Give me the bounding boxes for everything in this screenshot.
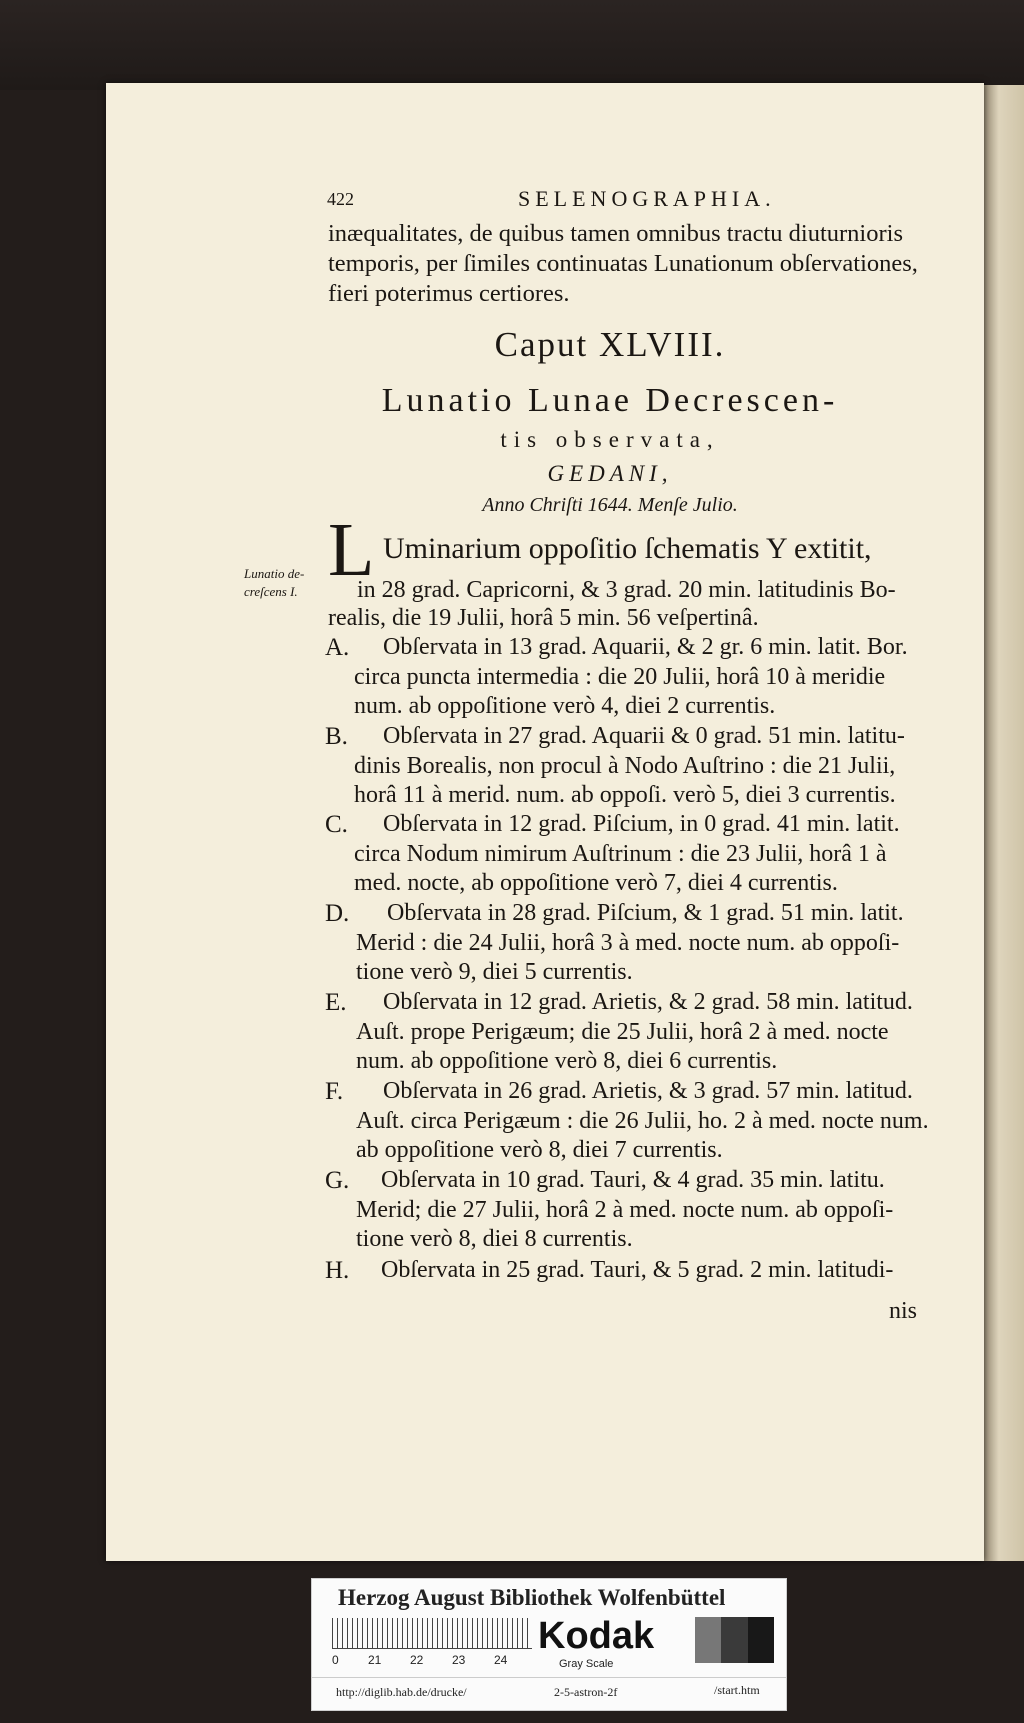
url-id: 2-5-astron-2f — [554, 1685, 618, 1699]
ruler-label: 22 — [410, 1653, 424, 1667]
observation-line: Obſervata in 25 grad. Tauri, & 5 grad. 2 min. latitudi- — [381, 1257, 894, 1283]
observation-line: Obſervata in 12 grad. Arietis, & 2 grad. 58 min. latitud. — [383, 989, 913, 1015]
observation-line: num. ab oppoſitione verò 4, diei 2 currentis. — [354, 693, 776, 719]
observation-letter: C. — [325, 811, 348, 838]
observation-line: circa Nodum nimirum Auſtrinum : die 23 Julii, horâ 1 à — [354, 841, 887, 867]
observation-line: num. ab oppoſitione verò 8, diei 6 currentis. — [356, 1048, 778, 1074]
observation-line: med. nocte, ab oppoſitione verò 7, diei 4 currentis. — [354, 870, 838, 896]
observation-line: Obſervata in 12 grad. Piſcium, in 0 grad. 41 min. latit. — [383, 811, 900, 837]
scan-background — [0, 0, 1024, 90]
gray-swatch — [721, 1617, 747, 1663]
observation-line: ab oppoſitione verò 8, diei 7 currentis. — [356, 1137, 723, 1163]
divider — [312, 1677, 786, 1678]
paragraph-line: realis, die 19 Julii, horâ 5 min. 56 veſpertinâ. — [328, 605, 759, 631]
observation-line: Obſervata in 28 grad. Piſcium, & 1 grad. 51 min. latit. — [387, 900, 904, 926]
gray-swatch — [748, 1617, 774, 1663]
chapter-number: Caput XLVIII. — [494, 325, 726, 364]
chapter-title-continued: tis observata, — [500, 427, 720, 452]
observation-date: Anno Chriſti 1644. Menſe Julio. — [482, 494, 738, 516]
observation-letter: A. — [325, 634, 350, 661]
url-base: http://diglib.hab.de/drucke/ — [336, 1685, 467, 1699]
url-suffix: /start.htm — [714, 1683, 760, 1697]
ruler-label: 24 — [494, 1653, 508, 1667]
observation-place: GEDANI, — [547, 461, 673, 486]
observation-line: Auſt. circa Perigæum : die 26 Julii, ho. 2 à med. nocte num. — [356, 1108, 929, 1134]
paragraph-line: in 28 grad. Capricorni, & 3 grad. 20 min. latitudinis Bo- — [357, 577, 896, 603]
first-line: Uminarium oppoſitio ſchematis Y extitit, — [383, 532, 872, 565]
margin-note: Lunatio de- — [244, 566, 305, 581]
gray-scale-label: Gray Scale — [559, 1658, 614, 1670]
ruler-label: 21 — [368, 1653, 382, 1667]
page-number: 422 — [327, 189, 354, 209]
kodak-logo: Kodak — [538, 1615, 655, 1657]
observation-line: Auſt. prope Perigæum; die 25 Julii, horâ 2 à med. nocte — [356, 1019, 889, 1045]
observation-letter: B. — [325, 723, 348, 750]
chapter-title: Lunatio Lunae Decrescen- — [381, 382, 839, 419]
observation-letter: D. — [325, 900, 350, 927]
observation-line: tione verò 8, diei 8 currentis. — [356, 1226, 633, 1252]
observation-line: Obſervata in 13 grad. Aquarii, & 2 gr. 6 min. latit. Bor. — [383, 634, 908, 660]
observation-line: tione verò 9, diei 5 currentis. — [356, 959, 633, 985]
drop-cap: L — [328, 508, 375, 592]
library-name: Herzog August Bibliothek Wolfenbüttel — [338, 1585, 726, 1610]
ruler — [332, 1618, 532, 1649]
catchword: nis — [888, 1298, 917, 1324]
observation-letter: G. — [325, 1167, 350, 1194]
intro-line: inæqualitates, de quibus tamen omnibus tractu diuturnioris — [328, 220, 903, 247]
observation-line: horâ 11 à merid. num. ab oppoſi. verò 5, diei 3 currentis. — [354, 782, 896, 808]
observation-line: Obſervata in 10 grad. Tauri, & 4 grad. 35 min. latitu. — [381, 1167, 885, 1193]
intro-line: temporis, per ſimiles continuatas Lunationum obſervationes, — [328, 250, 918, 277]
observation-letter: E. — [325, 989, 347, 1016]
color-scale-card — [311, 1578, 787, 1711]
observation-line: Obſervata in 27 grad. Aquarii & 0 grad. 51 min. latitu- — [383, 723, 905, 749]
ruler-label: 23 — [452, 1653, 466, 1667]
margin-note: creſcens I. — [244, 584, 298, 599]
running-title: SELENOGRAPHIA. — [518, 186, 776, 211]
intro-line: fieri poterimus certiores. — [328, 280, 570, 307]
observation-line: circa puncta intermedia : die 20 Julii, horâ 10 à meridie — [354, 664, 886, 690]
observation-line: Merid; die 27 Julii, horâ 2 à med. nocte num. ab oppoſi- — [356, 1197, 894, 1223]
next-page-edge — [982, 85, 1024, 1561]
gray-swatch — [695, 1617, 721, 1663]
gray-swatches — [695, 1617, 774, 1663]
observation-letter: H. — [325, 1257, 350, 1284]
ruler-label: 0 — [332, 1653, 339, 1667]
observation-line: Merid : die 24 Julii, horâ 3 à med. nocte num. ab oppoſi- — [356, 930, 900, 956]
observation-line: Obſervata in 26 grad. Arietis, & 3 grad. 57 min. latitud. — [383, 1078, 913, 1104]
observation-line: dinis Borealis, non procul à Nodo Auſtrino : die 21 Julii, — [354, 753, 896, 779]
observation-letter: F. — [325, 1078, 344, 1105]
